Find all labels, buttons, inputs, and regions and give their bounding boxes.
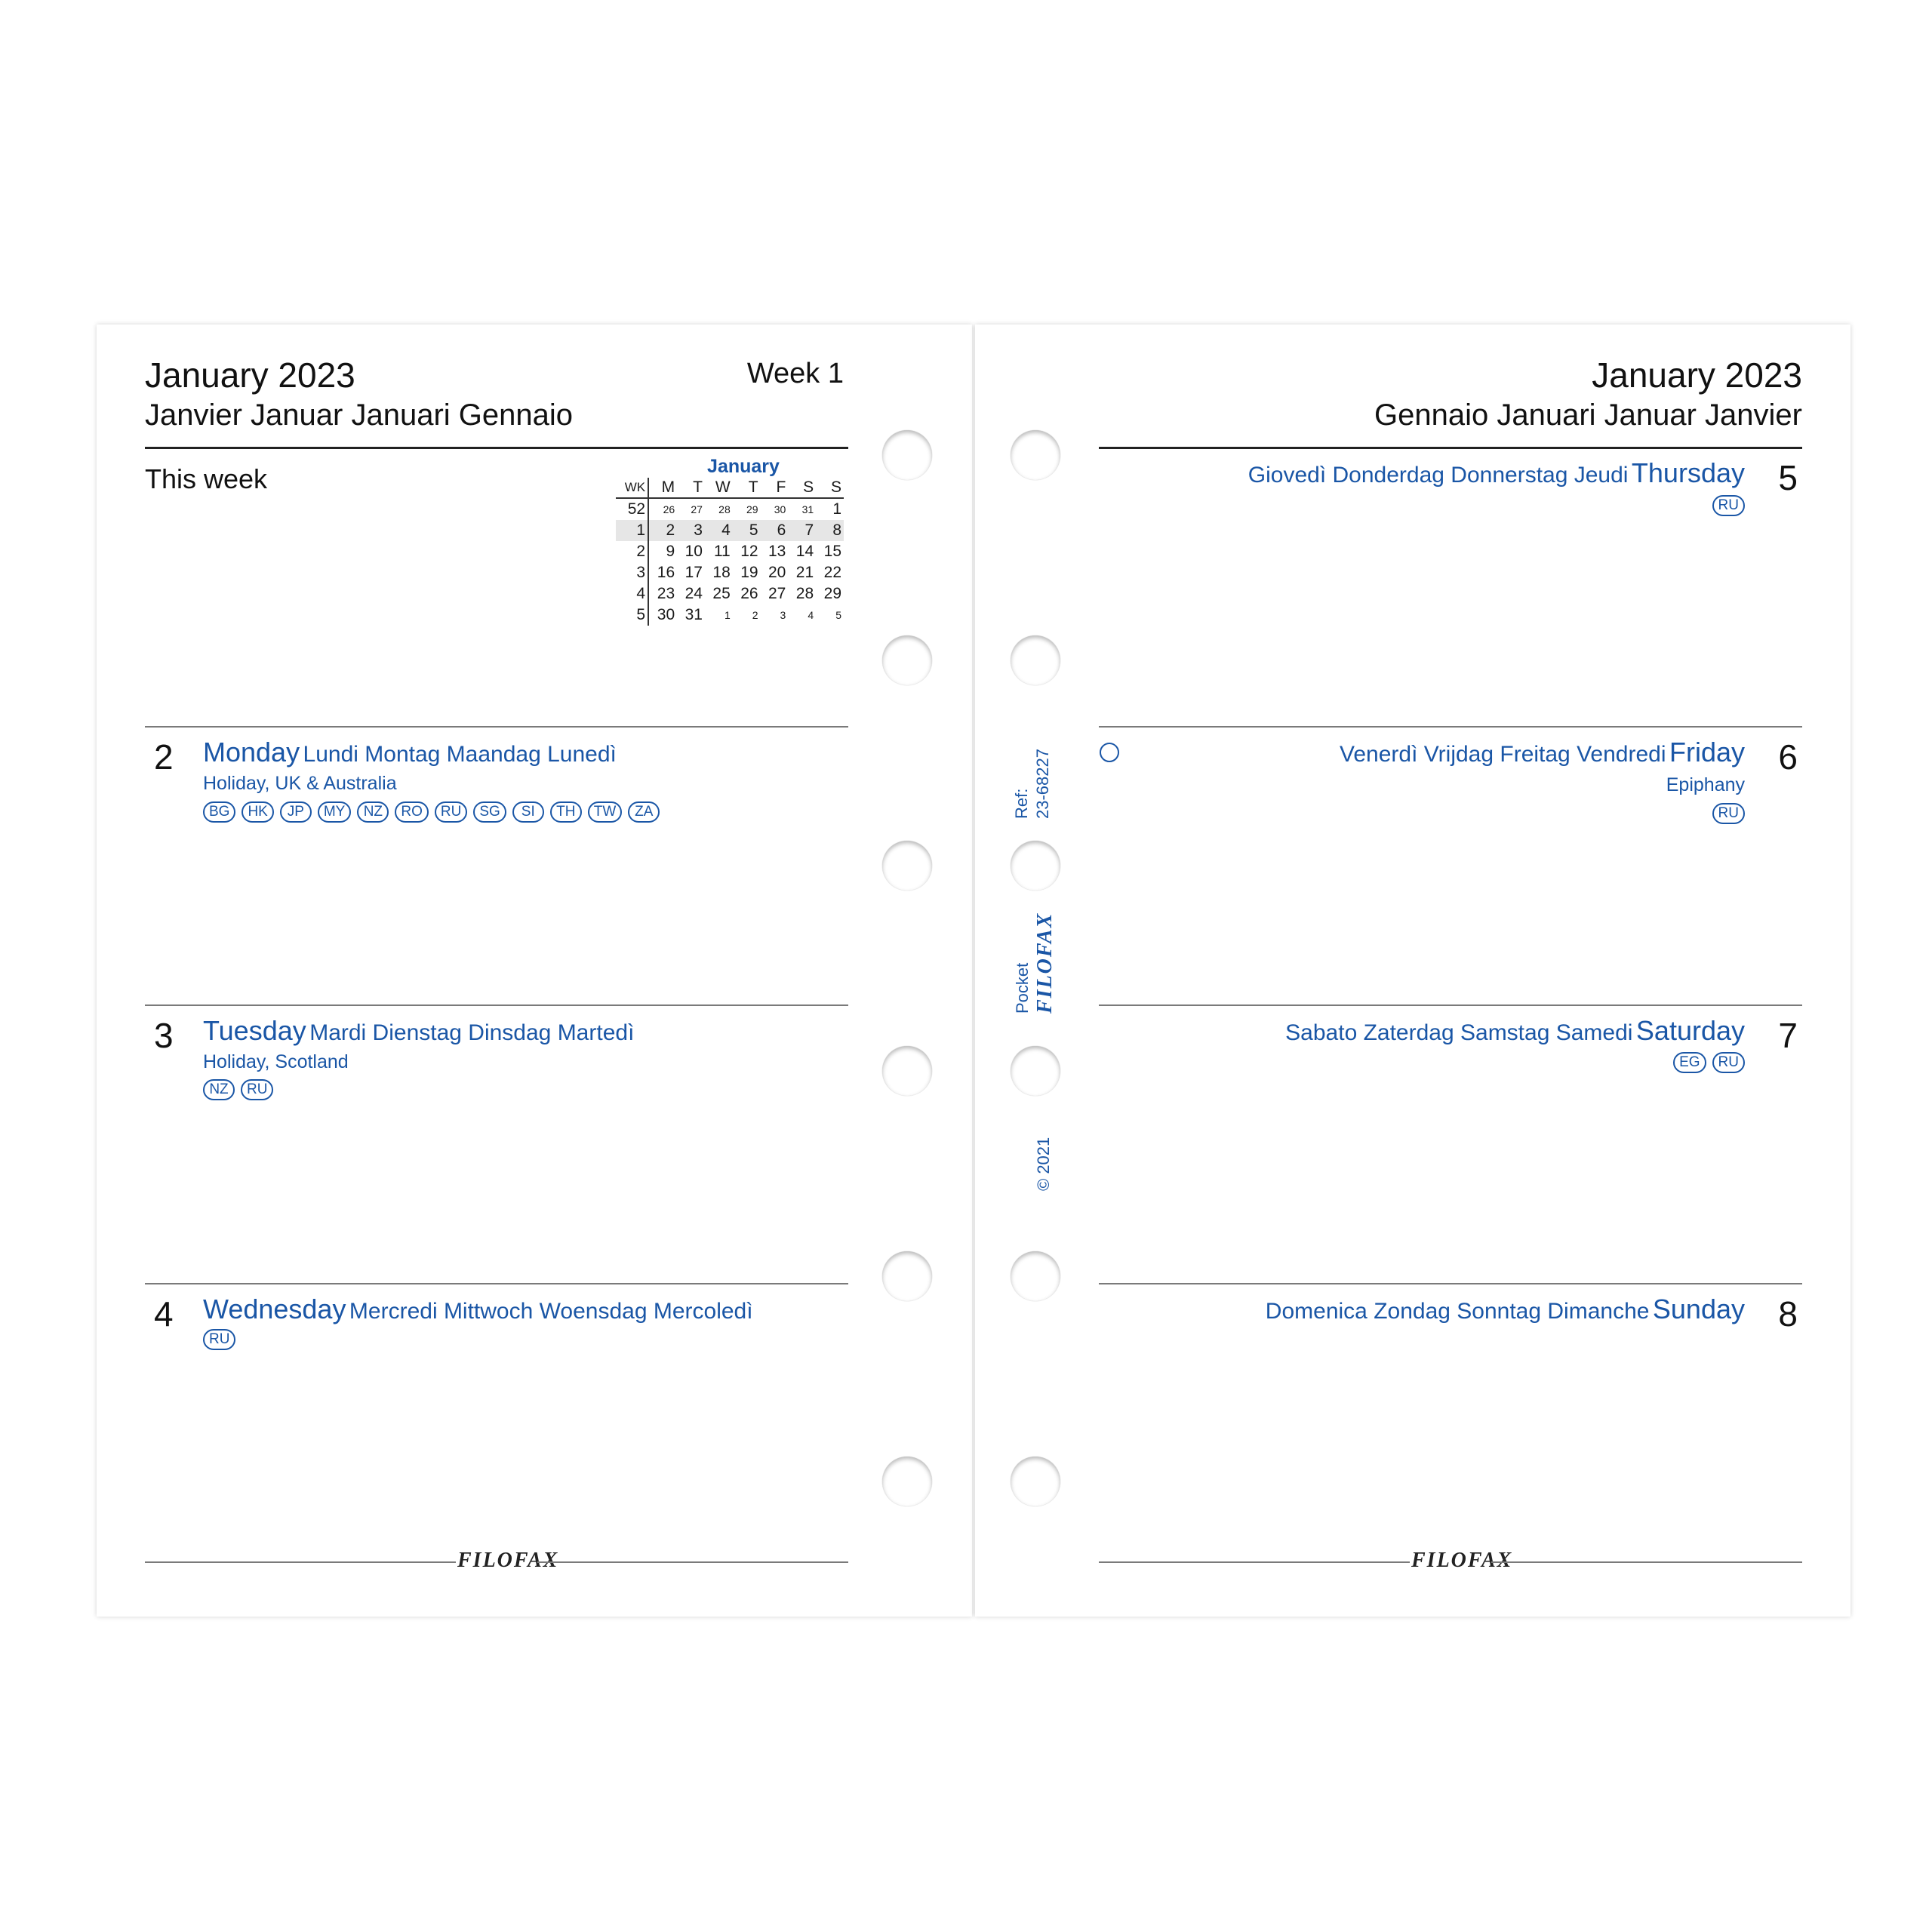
country-badge: NZ — [357, 801, 389, 823]
mini-calendar — [616, 456, 844, 626]
mini-calendar-day-header: W — [705, 478, 733, 498]
mini-calendar-date: 1 — [724, 609, 731, 621]
country-badge: TW — [588, 801, 623, 823]
mini-calendar-date: 30 — [774, 503, 786, 515]
mini-calendar-date: 17 — [685, 564, 703, 581]
country-badge: NZ — [203, 1079, 235, 1100]
mini-calendar-date: 18 — [712, 564, 731, 581]
punch-hole — [882, 430, 932, 480]
day-number: 3 — [154, 1016, 174, 1055]
day-number: 5 — [1778, 458, 1798, 497]
mini-calendar-date: 2 — [648, 520, 677, 541]
mini-calendar-date: 5 — [835, 609, 841, 621]
country-badge: RU — [1712, 1052, 1745, 1073]
mini-calendar-day-header: S — [788, 478, 816, 498]
day-number: 4 — [154, 1294, 174, 1334]
moon-phase-icon — [1100, 743, 1119, 762]
country-badge: RU — [203, 1329, 235, 1350]
punch-hole — [882, 635, 932, 685]
mini-calendar-week-row — [616, 583, 844, 605]
day-number: 2 — [154, 737, 174, 777]
punch-hole — [882, 1251, 932, 1301]
spine-brand-block — [1011, 912, 1057, 1014]
page-title: January 2023 — [145, 355, 355, 395]
holiday-note: Holiday, Scotland — [203, 1051, 349, 1072]
footer-rule — [537, 1561, 848, 1563]
country-badge: TH — [550, 801, 582, 823]
mini-calendar-date: 14 — [795, 543, 814, 560]
mini-calendar-date: 3 — [780, 609, 786, 621]
mini-calendar-week-number: 3 — [616, 562, 648, 583]
left-page — [97, 325, 972, 1617]
mini-calendar-date: 1 — [832, 500, 841, 518]
section-rule — [145, 1283, 848, 1284]
mini-calendar-day-header: M — [648, 478, 677, 498]
mini-calendar-date: 4 — [705, 520, 733, 541]
mini-calendar-date: 3 — [677, 520, 705, 541]
mini-calendar-day-header: F — [761, 478, 789, 498]
section-rule — [1099, 1283, 1802, 1284]
mini-calendar-date: 26 — [740, 585, 758, 602]
mini-calendar-date: 2 — [752, 609, 758, 621]
day-name: Tuesday — [203, 1015, 306, 1046]
country-badge: RU — [1712, 803, 1745, 824]
day-name: Sunday — [1652, 1294, 1745, 1324]
punch-hole — [1011, 1457, 1060, 1506]
mini-calendar-day-header: T — [677, 478, 705, 498]
mini-calendar-date: 22 — [823, 564, 841, 581]
day-name-translations: Mardi Dienstag Dinsdag Martedì — [309, 1020, 635, 1045]
punch-hole — [1011, 430, 1060, 480]
mini-calendar-week-number: 2 — [616, 541, 648, 562]
footer-rule — [1099, 1561, 1410, 1563]
mini-calendar-date: 31 — [685, 606, 703, 623]
mini-calendar-table — [616, 478, 844, 626]
week-label: Week 1 — [746, 358, 844, 389]
country-badge: RU — [1712, 495, 1745, 516]
day-name-row — [1340, 737, 1745, 768]
mini-calendar-day-header: S — [816, 478, 844, 498]
section-rule — [1099, 1004, 1802, 1006]
day-number: 6 — [1778, 737, 1798, 777]
punch-hole — [882, 1046, 932, 1096]
holiday-note: Epiphany — [1666, 774, 1745, 795]
right-page — [975, 325, 1850, 1617]
day-name-row — [1266, 1294, 1745, 1325]
day-name-row — [203, 1294, 753, 1325]
mini-calendar-date: 29 — [746, 503, 758, 515]
mini-calendar-date: 31 — [801, 503, 814, 515]
mini-calendar-date: 21 — [795, 564, 814, 581]
country-badge: RO — [395, 801, 429, 823]
mini-calendar-date: 24 — [685, 585, 703, 602]
mini-calendar-date: 8 — [816, 520, 844, 541]
spine-copyright: © 2021 — [1034, 1137, 1053, 1191]
country-badges — [1667, 1052, 1745, 1073]
header-rule — [1099, 447, 1802, 449]
day-name: Thursday — [1631, 457, 1745, 488]
day-name-translations: Venerdì Vrijdag Freitag Vendredi — [1340, 742, 1666, 767]
day-name-row — [1285, 1015, 1745, 1047]
day-name: Monday — [203, 737, 300, 768]
mini-calendar-date: 12 — [740, 543, 758, 560]
mini-calendar-date: 30 — [657, 606, 675, 623]
country-badges — [1706, 495, 1745, 516]
filofax-logo: FILOFAX — [1411, 1549, 1513, 1572]
page-title: January 2023 — [1592, 355, 1802, 395]
country-badge: RU — [435, 801, 467, 823]
country-badge: JP — [280, 801, 312, 823]
mini-calendar-week-row — [616, 541, 844, 562]
day-name-translations: Lundi Montag Maandag Lunedì — [303, 742, 617, 767]
this-week-label: This week — [145, 463, 268, 494]
mini-calendar-week-row — [616, 605, 844, 626]
page-subtitle: Gennaio Januari Januar Janvier — [1374, 398, 1802, 432]
country-badge: HK — [242, 801, 273, 823]
mini-calendar-date: 16 — [657, 564, 675, 581]
mini-calendar-date: 27 — [768, 585, 786, 602]
mini-calendar-date: 11 — [713, 543, 731, 560]
day-name-row — [203, 1015, 634, 1047]
country-badge: ZA — [628, 801, 660, 823]
mini-calendar-week-number: 5 — [616, 605, 648, 626]
punch-hole — [882, 1457, 932, 1506]
day-name-translations: Domenica Zondag Sonntag Dimanche — [1265, 1299, 1650, 1324]
country-badges — [203, 801, 666, 823]
mini-calendar-week-header: WK — [616, 478, 648, 498]
mini-calendar-date: 27 — [691, 503, 703, 515]
mini-calendar-week-number: 52 — [616, 498, 648, 520]
page-subtitle: Janvier Januar Januari Gennaio — [145, 398, 574, 432]
mini-calendar-date: 13 — [768, 543, 786, 560]
day-name: Friday — [1669, 737, 1745, 768]
spine-ref — [1011, 749, 1054, 819]
mini-calendar-date: 5 — [733, 520, 761, 541]
day-name-translations: Sabato Zaterdag Samstag Samedi — [1285, 1020, 1633, 1045]
mini-calendar-week-row — [616, 520, 844, 541]
section-rule — [1099, 726, 1802, 728]
mini-calendar-date: 20 — [768, 564, 786, 581]
country-badges — [1706, 803, 1745, 824]
mini-calendar-date: 15 — [823, 543, 841, 560]
mini-calendar-day-header: T — [733, 478, 761, 498]
mini-calendar-date: 26 — [663, 503, 675, 515]
day-name: Saturday — [1635, 1015, 1745, 1046]
punch-hole — [1011, 1046, 1060, 1096]
mini-calendar-date: 6 — [761, 520, 789, 541]
day-name-translations: Giovedì Donderdag Donnerstag Jeudi — [1247, 463, 1629, 488]
country-badge: SI — [512, 801, 544, 823]
header-rule — [145, 447, 848, 449]
day-name-row — [1248, 457, 1745, 489]
section-rule — [145, 1004, 848, 1006]
country-badges — [203, 1079, 279, 1100]
country-badge: RU — [241, 1079, 273, 1100]
mini-calendar-date: 28 — [795, 585, 814, 602]
mini-calendar-date: 4 — [808, 609, 814, 621]
day-name: Wednesday — [203, 1294, 346, 1324]
mini-calendar-week-row — [616, 562, 844, 583]
section-rule — [145, 726, 848, 728]
punch-hole — [1011, 635, 1060, 685]
footer-rule — [145, 1561, 456, 1563]
mini-calendar-date: 28 — [718, 503, 731, 515]
mini-calendar-date: 23 — [657, 585, 675, 602]
mini-calendar-week-row — [616, 498, 844, 520]
mini-calendar-week-number: 4 — [616, 583, 648, 605]
spine-ref-label: Ref: — [1012, 788, 1031, 819]
mini-calendar-week-number: 1 — [616, 520, 648, 541]
punch-hole — [882, 841, 932, 891]
day-name-translations: Mercredi Mittwoch Woensdag Mercoledì — [349, 1299, 753, 1324]
mini-calendar-date: 10 — [685, 543, 703, 560]
punch-hole — [1011, 1251, 1060, 1301]
mini-calendar-date: 9 — [666, 543, 675, 560]
holiday-note: Holiday, UK & Australia — [203, 773, 397, 794]
mini-calendar-date: 7 — [788, 520, 816, 541]
day-number: 8 — [1778, 1294, 1798, 1334]
country-badges — [203, 1329, 242, 1350]
footer-rule — [1491, 1561, 1802, 1563]
filofax-logo: FILOFAX — [457, 1549, 559, 1572]
country-badge: SG — [473, 801, 506, 823]
country-badge: EG — [1673, 1052, 1706, 1073]
country-badge: MY — [318, 801, 352, 823]
punch-hole — [1011, 841, 1060, 891]
mini-calendar-date: 29 — [823, 585, 841, 602]
spine-size-label: Pocket — [1013, 962, 1032, 1014]
spine-ref-code: 23-68227 — [1033, 749, 1052, 819]
spine-filofax-logo: FILOFAX — [1033, 912, 1057, 1014]
day-name-row — [203, 737, 617, 768]
country-badge: BG — [203, 801, 235, 823]
mini-calendar-date: 25 — [712, 585, 731, 602]
day-number: 7 — [1778, 1016, 1798, 1055]
mini-calendar-month: January — [707, 456, 780, 477]
mini-calendar-date: 19 — [740, 564, 758, 581]
